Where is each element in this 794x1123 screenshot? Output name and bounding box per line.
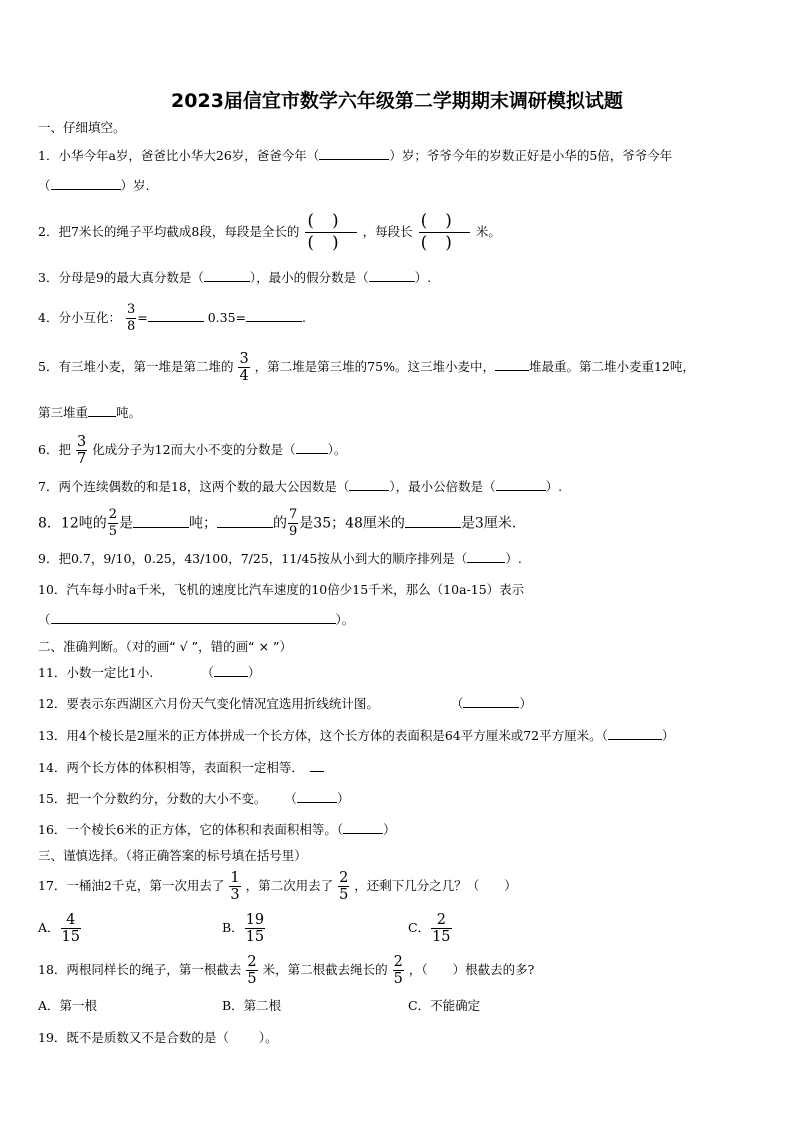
- option-c[interactable]: C． $\frac{2}{15}$: [408, 912, 451, 945]
- answer-blank[interactable]: [296, 441, 328, 454]
- question-6: 6．把 $\frac{3}{7}$ 化成分子为12而大小不变的分数是（ ）。: [38, 434, 347, 467]
- page-title: 2023届信宜市数学六年级第二学期期末调研模拟试题: [171, 90, 623, 112]
- answer-blank[interactable]: [349, 478, 389, 491]
- option-c[interactable]: C．不能确定: [408, 998, 481, 1013]
- fraction-answer-box[interactable]: () (): [420, 211, 470, 253]
- answer-blank[interactable]: [310, 759, 324, 772]
- option-b[interactable]: B． $\frac{19}{15}$: [222, 912, 265, 945]
- question-1-line-2: （ ）岁.: [38, 178, 150, 193]
- question-18: 18．两根同样长的绳子，第一根截去 $\frac{2}{5}$ 米，第二根截去绳长的 $\frac{2}{5}$ ，（ ）根截去的多?: [38, 954, 535, 987]
- option-a[interactable]: A．第一根: [38, 998, 98, 1013]
- answer-blank[interactable]: [148, 309, 204, 322]
- question-17: 17．一桶油2千克，第一次用去了 $\frac{1}{3}$ ，第二次用去了 $\frac{2}{5}$ ，还剩下几分之几？（ ）: [38, 870, 517, 903]
- option-b[interactable]: B．第二根: [222, 998, 282, 1013]
- fraction: $\frac{2}{5}$: [393, 954, 403, 987]
- question-2: 2．把7米长的绳子平均截成8段，每段是全长的 () () ，每段长 () () 米。: [38, 211, 501, 253]
- answer-blank[interactable]: [297, 790, 337, 803]
- question-16: 16．一个棱长6米的正方体，它的体积和表面积相等。（ ）: [38, 822, 396, 837]
- answer-blank[interactable]: [496, 478, 546, 491]
- fraction: $\frac{19}{15}$: [245, 912, 265, 945]
- answer-blank[interactable]: [217, 515, 273, 528]
- question-9: 9．把0.7，9/10，0.25，43/100，7/25，11/45按从小到大的顺序排列是（ ）.: [38, 551, 522, 566]
- fraction: $\frac{2}{5}$: [247, 954, 257, 987]
- question-4: 4．分小互化： $\frac{3}{8}$ = 0.35= .: [38, 302, 306, 334]
- section-choice: 三、谨慎选择。（将正确答案的标号填在括号里）: [38, 848, 307, 863]
- answer-blank[interactable]: [369, 269, 415, 282]
- question-13: 13．用4个棱长是2厘米的正方体拼成一个长方体，这个长方体的表面积是64平方厘米或72平方厘米。（ ）: [38, 728, 675, 743]
- answer-blank[interactable]: [246, 309, 302, 322]
- question-3: 3．分母是9的最大真分数是（ ），最小的假分数是（ ）.: [38, 270, 432, 285]
- fraction: $\frac{2}{5}$: [339, 870, 349, 903]
- answer-blank[interactable]: [343, 821, 383, 834]
- fraction: $\frac{7}{9}$: [289, 507, 298, 539]
- fraction: $\frac{1}{3}$: [230, 870, 240, 903]
- fraction: $\frac{4}{15}$: [61, 912, 80, 945]
- answer-blank[interactable]: [495, 358, 529, 371]
- option-a[interactable]: A． $\frac{4}{15}$: [38, 912, 80, 945]
- question-15: 15．把一个分数约分，分数的大小不变。 （ ）: [38, 791, 350, 806]
- answer-blank[interactable]: [319, 147, 389, 160]
- question-11: 11．小数一定比1小. （ ）: [38, 665, 261, 680]
- fraction: $\frac{3}{7}$: [76, 434, 87, 467]
- answer-blank[interactable]: [51, 611, 336, 624]
- fraction: $\frac{2}{5}$: [108, 507, 118, 539]
- question-14: 14．两个长方体的体积相等，表面积一定相等．: [38, 758, 764, 778]
- answer-blank[interactable]: [51, 177, 121, 190]
- answer-blank[interactable]: [133, 515, 189, 528]
- answer-blank[interactable]: [214, 664, 248, 677]
- question-5-line-1: 5．有三堆小麦，第一堆是第二堆的 $\frac{3}{4}$ ，第二堆是第三堆的75%。这三堆小麦中， 堆最重。第二堆小麦重12吨，: [38, 351, 695, 384]
- question-8: 8．12吨的 $\frac{2}{5}$ 是 吨； 的 $\frac{7}{9}$ 是35；48厘米的 是3厘米.: [38, 507, 517, 539]
- section-fill-in: 一、仔细填空。: [38, 120, 126, 135]
- question-10-line-1: 10．汽车每小时a千米，飞机的速度比汽车速度的10倍少15千米，那么（10a-15）表示: [38, 582, 525, 597]
- fraction: $\frac{2}{15}$: [432, 912, 451, 945]
- answer-blank[interactable]: [204, 269, 250, 282]
- fraction-answer-box[interactable]: () (): [307, 211, 357, 253]
- answer-blank[interactable]: [467, 550, 505, 563]
- answer-blank[interactable]: [608, 727, 662, 740]
- question-10-line-2: （ ）。: [38, 612, 355, 627]
- question-19: 19．既不是质数又不是合数的是（ ）。: [38, 1030, 278, 1045]
- fraction: $\frac{3}{8}$: [126, 302, 136, 334]
- answer-blank[interactable]: [463, 695, 519, 708]
- question-1-line-1: 1．小华今年a岁，爸爸比小华大26岁，爸爸今年（ ）岁；爷爷今年的岁数正好是小华的5倍，爷爷今年: [38, 148, 673, 163]
- fraction: $\frac{3}{4}$: [239, 351, 249, 384]
- answer-blank[interactable]: [405, 515, 461, 528]
- question-7: 7．两个连续偶数的和是18，这两个数的最大公因数是（ ），最小公倍数是（ ）.: [38, 479, 563, 494]
- answer-blank[interactable]: [88, 404, 116, 417]
- question-5-line-2: 第三堆重 吨。: [38, 405, 142, 420]
- question-12: 12．要表示东西湖区六月份天气变化情况宜选用折线统计图。 （ ）: [38, 696, 532, 711]
- section-judgement: 二、准确判断。（对的画“ √ ”，错的画“ × ”）: [38, 639, 292, 654]
